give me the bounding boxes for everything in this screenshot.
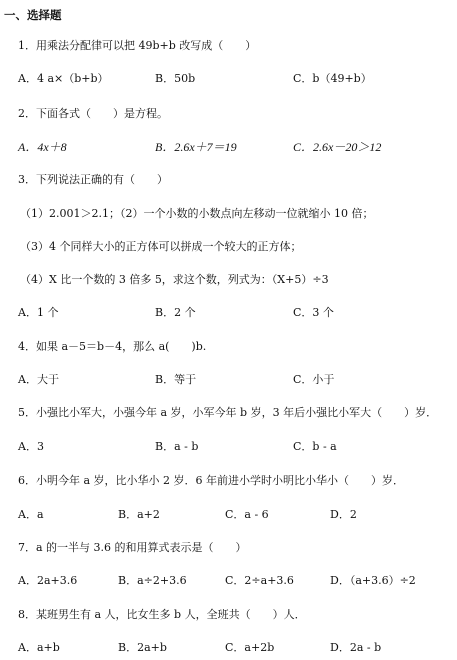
q3-option-b[interactable]: B．2 个: [155, 306, 196, 319]
q3-sub-item-3: （4）X 比一个数的 3 倍多 5，求这个数，列式为：（X+5）÷3: [20, 273, 329, 286]
question-4-stem: 4．如果 a－5＝b－4，那么 a( )b.: [18, 340, 207, 353]
q4-option-c[interactable]: C．小于: [293, 373, 335, 386]
q8-option-c[interactable]: C．a+2b: [225, 641, 275, 654]
q6-option-a[interactable]: A．a: [18, 508, 44, 521]
q3-option-c[interactable]: C．3 个: [293, 306, 334, 319]
q4-option-b[interactable]: B．等于: [155, 373, 197, 386]
q2-option-b[interactable]: B．2.6x＋7＝19: [155, 140, 237, 154]
question-8-stem: 8．某班男生有 a 人，比女生多 b 人，全班共（ ）人．: [18, 608, 306, 621]
section-title: 一、选择题: [4, 8, 62, 22]
q6-option-d[interactable]: D．2: [330, 508, 357, 521]
q6-option-c[interactable]: C．a - 6: [225, 508, 269, 521]
question-3-stem: 3．下列说法正确的有（ ）: [18, 173, 168, 186]
q1-option-c[interactable]: C．b（49+b）: [293, 72, 372, 85]
q5-option-b[interactable]: B．a - b: [155, 440, 199, 453]
q8-option-a[interactable]: A．a+b: [18, 641, 60, 654]
q7-option-d[interactable]: D．（a+3.6）÷2: [330, 574, 416, 587]
question-1-stem: 1．用乘法分配律可以把 49b+b 改写成（ ）: [18, 39, 257, 52]
q5-option-c[interactable]: C．b - a: [293, 440, 337, 453]
question-7-stem: 7．a 的一半与 3.6 的和用算式表示是（ ）: [18, 541, 247, 554]
question-5-stem: 5．小强比小军大，小强今年 a 岁，小军今年 b 岁，3 年后小强比小军大（ ）岁．: [18, 406, 438, 419]
q7-option-c[interactable]: C．2÷a+3.6: [225, 574, 294, 587]
q3-sub-item-2: （3）4 个同样大小的正方体可以拼成一个较大的正方体；: [20, 240, 302, 253]
q7-option-a[interactable]: A．2a+3.6: [18, 574, 78, 587]
q8-option-b[interactable]: B．2a+b: [118, 641, 167, 654]
q1-option-a[interactable]: A．4 a×（b+b）: [18, 72, 109, 85]
q4-option-a[interactable]: A．大于: [18, 373, 59, 386]
question-2-stem: 2．下面各式（ ）是方程。: [18, 107, 168, 120]
q3-option-a[interactable]: A．1 个: [18, 306, 59, 319]
q6-option-b[interactable]: B．a+2: [118, 508, 160, 521]
question-6-stem: 6．小明今年 a 岁，比小华小 2 岁．6 年前进小学时小明比小华小（ ）岁．: [18, 474, 405, 487]
q7-option-b[interactable]: B．a÷2+3.6: [118, 574, 187, 587]
q1-option-b[interactable]: B．50b: [155, 72, 196, 85]
q2-option-c[interactable]: C．2.6x－20＞12: [293, 140, 382, 154]
q8-option-d[interactable]: D．2a - b: [330, 641, 382, 654]
q5-option-a[interactable]: A．3: [18, 440, 44, 453]
q3-sub-item-1: （1）2.001＞2.1；（2）一个小数的小数点向左移动一位就缩小 10 倍；: [20, 207, 374, 220]
q2-option-a[interactable]: A．4x＋8: [18, 140, 67, 154]
